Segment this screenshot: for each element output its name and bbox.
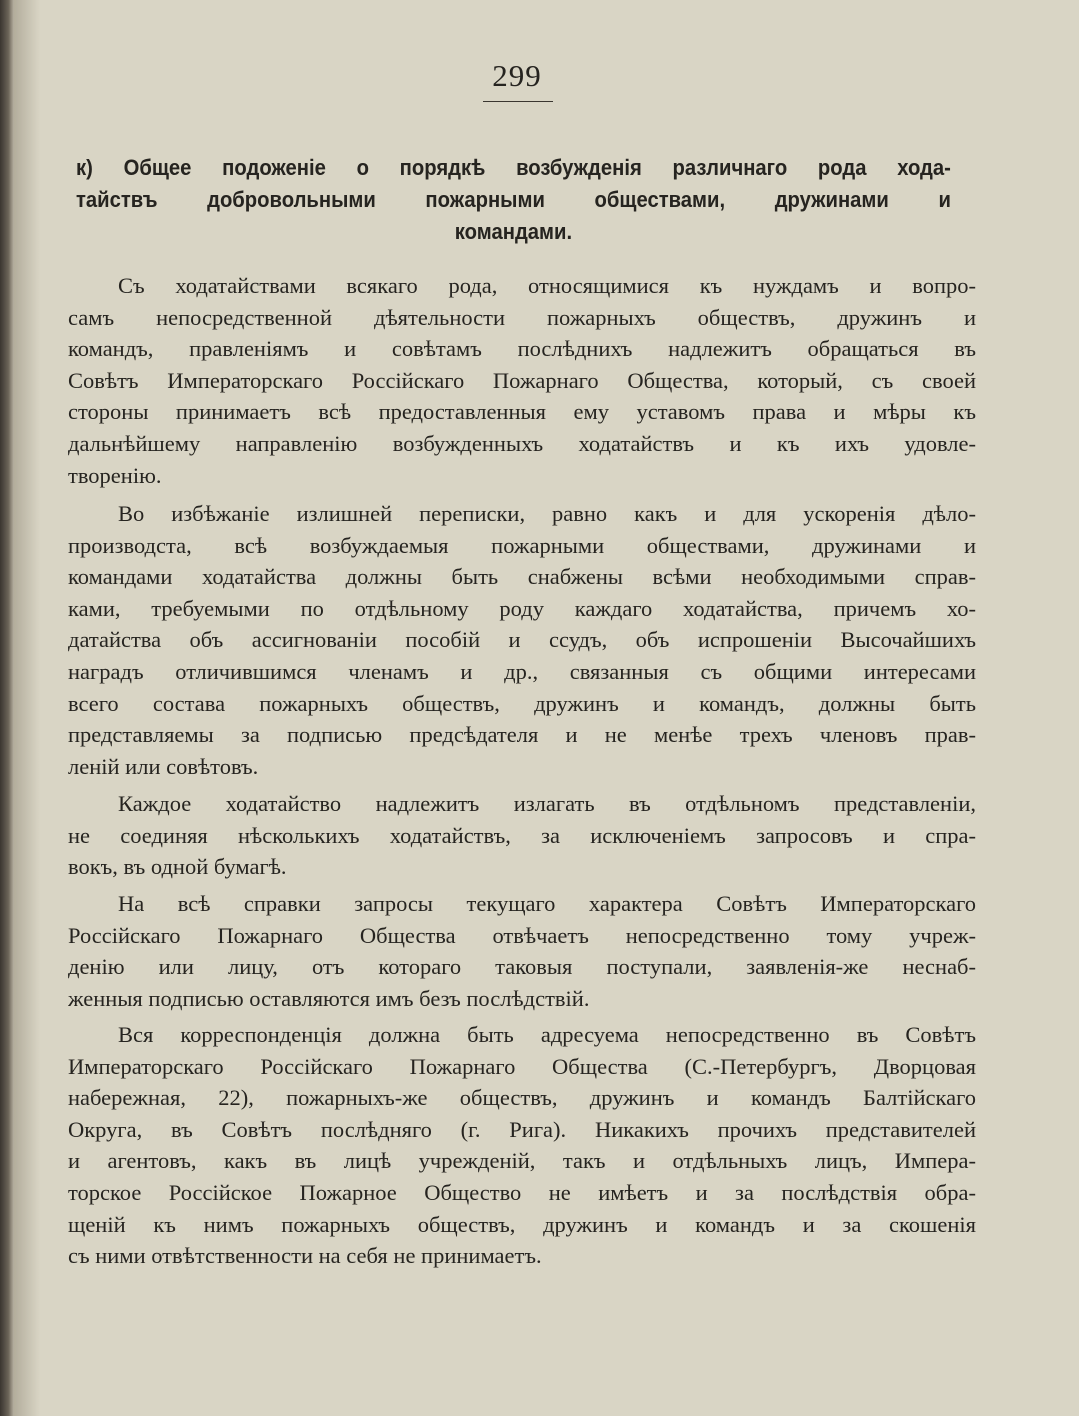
paragraph xyxy=(68,788,976,883)
text-line: дальнѣйшему направленію возбужденныхъ ходатайствъ и къ ихъ удовле- xyxy=(68,430,976,456)
paragraph xyxy=(68,888,976,1014)
paragraph xyxy=(68,270,976,491)
text-line: Округа, въ Совѣтъ послѣдняго (г. Рига). Никакихъ прочихъ представителей xyxy=(68,1116,976,1142)
text-line: не соединяя нѣсколькихъ ходатайствъ, за исключеніемъ запросовъ и спра- xyxy=(68,822,976,848)
text-line: леній или совѣтовъ. xyxy=(68,753,259,779)
text-line: датайства объ ассигнованіи пособій и ссудъ, объ испрошеніи Высочайшихъ xyxy=(68,627,976,653)
text-line: всего состава пожарныхъ обществъ, дружинъ и командъ, должны быть xyxy=(68,690,976,716)
text-line: Каждое ходатайство надлежитъ излагать въ отдѣльномъ представленіи, xyxy=(118,791,976,816)
page-number: 299 xyxy=(492,58,542,93)
text-line: Императорскаго Россійскаго Пожарнаго Общества (С.-Петербургъ, Дворцовая xyxy=(68,1053,976,1079)
text-line: женныя подписью оставляются имъ безъ послѣдствій. xyxy=(68,985,590,1011)
heading-line: командами. xyxy=(454,219,573,244)
text-line: командами ходатайства должны быть снабжены всѣми необходимыми справ- xyxy=(68,564,976,590)
text-line: Вся корреспонденція должна быть адресуема непосредственно въ Совѣтъ xyxy=(118,1022,976,1047)
heading-line: тайствъ добровольными пожарными обществами, дружинами и xyxy=(76,187,951,212)
text-line: ками, требуемыми по отдѣльному роду каждаго ходатайства, причемъ хо- xyxy=(68,595,976,621)
text-line: набережная, 22), пожарныхъ-же обществъ, дружинъ и командъ Балтійскаго xyxy=(68,1085,976,1111)
text-line: Россійскаго Пожарнаго Общества отвѣчаетъ непосредственно тому учреж- xyxy=(68,922,976,948)
text-line: торское Россійское Пожарное Общество не имѣетъ и за послѣдствія обра- xyxy=(68,1179,976,1205)
text-line: и агентовъ, какъ въ лицѣ учрежденій, такъ и отдѣльныхъ лицъ, Импера- xyxy=(68,1148,976,1174)
text-line: вокъ, въ одной бумагѣ. xyxy=(68,854,287,880)
heading-line: к) Общее подоженіе о порядкѣ возбужденія различнаго рода хода- xyxy=(76,155,951,180)
text-line: съ ними отвѣтственности на себя не принимаетъ. xyxy=(68,1243,542,1269)
book-spine-edge xyxy=(0,0,14,1416)
text-line: производста, всѣ возбуждаемыя пожарными обществами, дружинами и xyxy=(68,532,976,558)
paragraph xyxy=(68,1019,976,1272)
page-gutter-shadow xyxy=(14,0,40,1416)
paragraph xyxy=(68,498,976,782)
page-number-rule xyxy=(483,101,553,102)
text-line: На всѣ справки запросы текущаго характера Совѣтъ Императорскаго xyxy=(118,891,976,916)
section-heading xyxy=(76,152,951,248)
text-line: самъ непосредственной дѣятельности пожарныхъ обществъ, дружинъ и xyxy=(68,304,976,330)
text-line: творенію. xyxy=(68,462,162,488)
text-line: Совѣтъ Императорскаго Россійскаго Пожарнаго Общества, который, съ своей xyxy=(68,367,976,393)
text-line: щеній къ нимъ пожарныхъ обществъ, дружинъ и командъ и за скошенія xyxy=(68,1211,976,1237)
text-line: стороны принимаетъ всѣ предоставленныя ему уставомъ права и мѣры къ xyxy=(68,399,976,425)
text-line: представляемы за подписью предсѣдателя и не менѣе трехъ членовъ прав- xyxy=(68,722,976,748)
text-line: наградъ отличившимся членамъ и др., связанныя съ общими интересами xyxy=(68,658,976,684)
text-line: командъ, правленіямъ и совѣтамъ послѣднихъ надлежитъ обращаться въ xyxy=(68,336,976,362)
text-line: Во избѣжаніе излишней переписки, равно какъ и для ускоренія дѣло- xyxy=(118,501,976,526)
text-line: Съ ходатайствами всякаго рода, относящимися къ нуждамъ и вопро- xyxy=(118,273,976,298)
text-line: денію или лицу, отъ котораго таковыя поступали, заявленія-же неснаб- xyxy=(68,954,976,980)
